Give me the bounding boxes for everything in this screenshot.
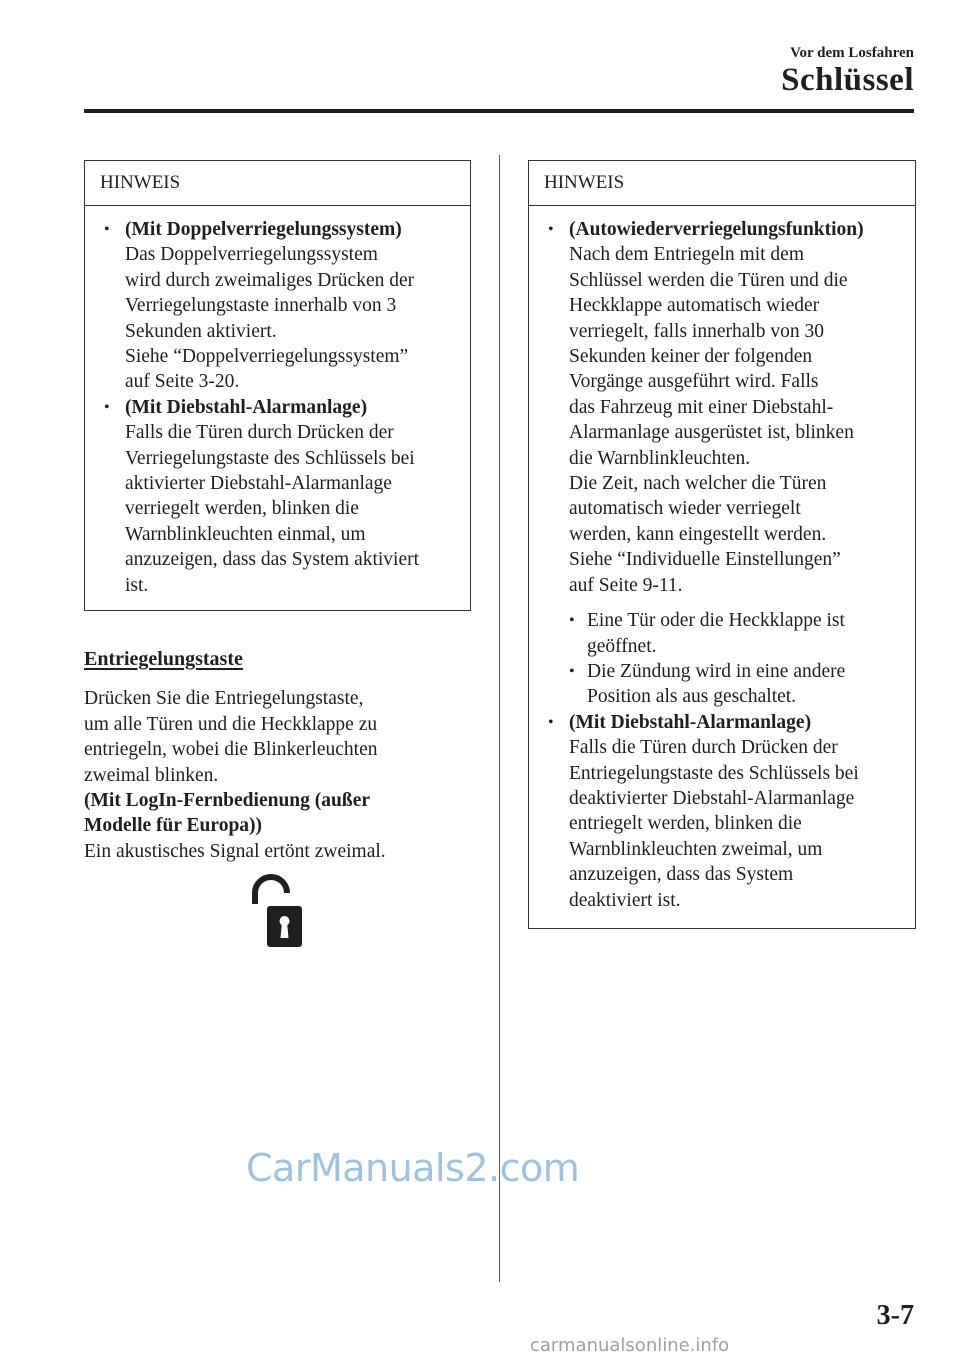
body-line: Ein akustisches Signal ertönt zweimal. xyxy=(84,840,386,862)
note-line: deaktivierter Diebstahl-Alarmanlage xyxy=(569,787,855,809)
note-line: Warnblinkleuchten zweimal, um xyxy=(569,838,823,860)
note-line: Verriegelungstaste innerhalb von 3 xyxy=(125,295,397,317)
note-line: aktivierter Diebstahl-Alarmanlage xyxy=(125,473,392,495)
note-line: Heckklappe automatisch wieder xyxy=(569,295,820,317)
note-line: Schlüssel werden die Türen und die xyxy=(569,269,848,291)
note-line: Das Doppelverriegelungssystem xyxy=(125,244,378,266)
note-line: entriegelt werden, blinken die xyxy=(569,813,802,835)
note-line: Entriegelungstaste des Schlüssels bei xyxy=(569,762,859,784)
note-line: die Warnblinkleuchten. xyxy=(569,447,751,469)
watermark-link[interactable]: CarManuals2.com xyxy=(246,1146,580,1190)
note-line: Warnblinkleuchten einmal, um xyxy=(125,523,366,545)
note-header xyxy=(85,161,470,206)
note-line: Eine Tür oder die Heckklappe ist xyxy=(587,610,845,632)
note-item xyxy=(85,395,470,598)
note-line: deaktiviert ist. xyxy=(569,889,681,911)
body-bold-line: (Mit LogIn-Fernbedienung (außer xyxy=(84,790,371,812)
note-item-title: (Mit Diebstahl-Alarmanlage) xyxy=(125,396,368,418)
note-line: Siehe “Individuelle Einstellungen” xyxy=(569,549,841,571)
note-line: Die Zündung wird in eine andere xyxy=(587,660,846,682)
note-line: Falls die Türen durch Drücken der xyxy=(569,737,838,759)
note-item-title: (Mit Diebstahl-Alarmanlage) xyxy=(569,711,812,733)
bullet-icon: • xyxy=(548,713,554,731)
note-line: Sekunden keiner der folgenden xyxy=(569,346,813,368)
footer-watermark-link[interactable]: carmanualsonline.info xyxy=(530,1335,730,1356)
unlock-icon xyxy=(251,872,303,948)
note-item xyxy=(529,710,915,913)
note-heading: HINWEIS xyxy=(544,172,625,193)
bullet-icon: • xyxy=(569,662,575,680)
note-line: verriegelt werden, blinken die xyxy=(125,498,359,520)
note-line: auf Seite 3-20. xyxy=(125,371,240,393)
note-line: Falls die Türen durch Drücken der xyxy=(125,422,394,444)
note-header xyxy=(529,161,915,206)
bullet-icon: • xyxy=(569,612,575,630)
note-line: Verriegelungstaste des Schlüssels bei xyxy=(125,447,415,469)
note-line: ist. xyxy=(125,574,149,596)
note-item-title: (Autowiederverriegelungsfunktion) xyxy=(569,219,864,240)
note-body xyxy=(85,217,470,598)
note-line: auf Seite 9-11. xyxy=(569,574,683,596)
note-subitem xyxy=(529,659,915,710)
bullet-icon: • xyxy=(548,221,554,238)
spacer xyxy=(529,598,915,608)
note-line: Siehe “Doppelverriegelungssystem” xyxy=(125,346,409,368)
note-line: geöffnet. xyxy=(587,635,657,657)
note-line: automatisch wieder verriegelt xyxy=(569,498,801,520)
body-line: entriegeln, wobei die Blinkerleuchten xyxy=(84,739,378,761)
note-line: Alarmanlage ausgerüstet ist, blinken xyxy=(569,422,854,444)
column-divider xyxy=(499,155,500,1282)
note-subitem xyxy=(529,608,915,659)
section-heading: Entriegelungstaste xyxy=(84,648,243,670)
note-body xyxy=(529,217,915,913)
body-line: zweimal blinken. xyxy=(84,764,219,786)
header-rule xyxy=(84,109,914,113)
note-line: Position als aus geschaltet. xyxy=(587,686,797,708)
bullet-icon: • xyxy=(104,398,110,416)
note-box-left xyxy=(84,160,471,611)
note-line: werden, kann eingestellt werden. xyxy=(569,523,827,545)
note-line: verriegelt, falls innerhalb von 30 xyxy=(569,320,825,342)
note-line: anzuzeigen, dass das System xyxy=(569,864,794,886)
note-item xyxy=(529,217,915,598)
page-title: Schlüssel xyxy=(781,62,914,98)
note-heading: HINWEIS xyxy=(100,172,181,193)
note-line: Nach dem Entriegeln mit dem xyxy=(569,244,805,266)
note-line: das Fahrzeug mit einer Diebstahl- xyxy=(569,396,834,418)
unlock-section xyxy=(84,647,484,864)
bullet-icon: • xyxy=(104,221,110,238)
header-section: Vor dem Losfahren xyxy=(790,45,914,61)
note-line: wird durch zweimaliges Drücken der xyxy=(125,269,415,291)
note-item-title: (Mit Doppelverriegelungssystem) xyxy=(125,219,402,240)
note-line: anzuzeigen, dass das System aktiviert xyxy=(125,549,420,571)
note-line: Sekunden aktiviert. xyxy=(125,320,277,342)
body-line: Drücken Sie die Entriegelungstaste, xyxy=(84,688,364,710)
body-bold-line: Modelle für Europa)) xyxy=(84,815,263,837)
page-number: 3-7 xyxy=(876,1300,914,1331)
note-item xyxy=(85,217,470,395)
body-line: um alle Türen und die Heckklappe zu xyxy=(84,713,378,735)
note-line: Die Zeit, nach welcher die Türen xyxy=(569,473,827,495)
note-box-right xyxy=(528,160,916,929)
note-line: Vorgänge ausgeführt wird. Falls xyxy=(569,371,819,393)
